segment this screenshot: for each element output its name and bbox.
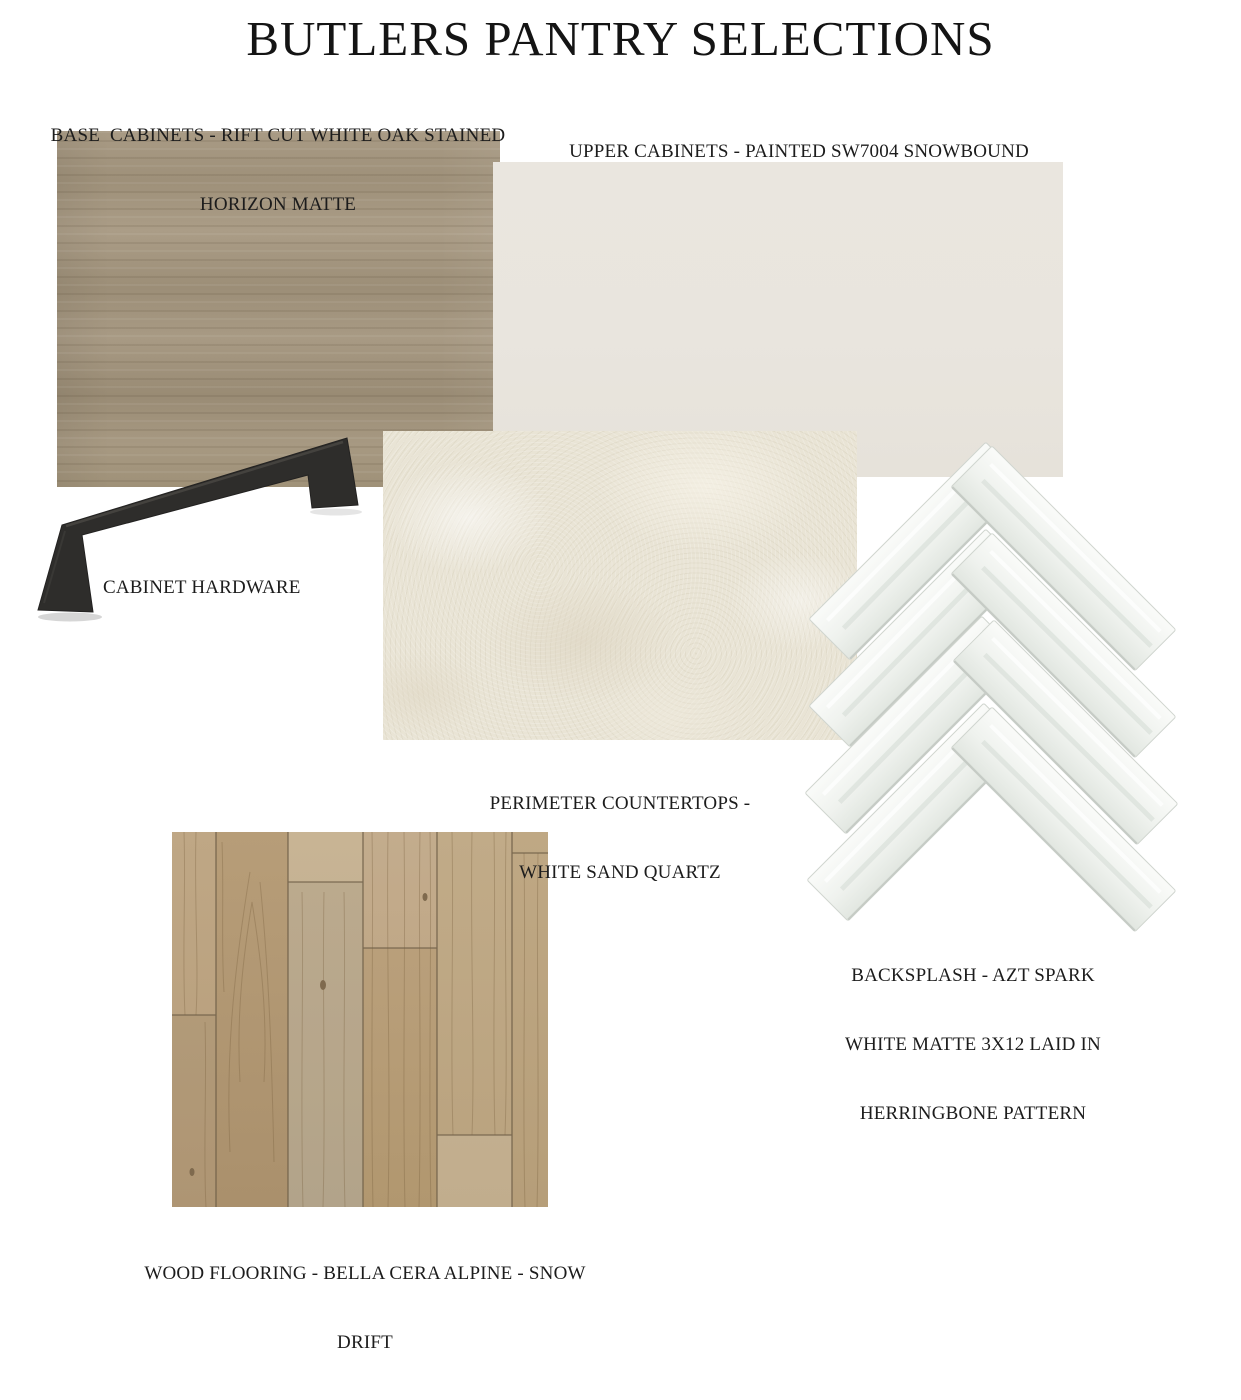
backsplash-label-line3: HERRINGBONE PATTERN bbox=[859, 1103, 1087, 1124]
countertop-label-line1: PERIMETER COUNTERTOPS - bbox=[489, 793, 751, 814]
cabinet-hardware-label: CABINET HARDWARE bbox=[103, 577, 301, 598]
backsplash-label-line1: BACKSPLASH - AZT SPARK bbox=[851, 965, 1095, 986]
base-cabinets-label-line1: BASE CABINETS - RIFT CUT WHITE OAK STAINED bbox=[50, 125, 506, 146]
handle-shadow-right bbox=[310, 509, 362, 516]
page-title: BUTLERS PANTRY SELECTIONS bbox=[246, 11, 995, 66]
flooring-label bbox=[115, 1216, 615, 1400]
countertop-quartz-swatch bbox=[383, 431, 857, 740]
base-cabinets-label bbox=[18, 78, 538, 262]
flooring-label-line1: WOOD FLOORING - BELLA CERA ALPINE - SNOW bbox=[144, 1263, 586, 1284]
countertop-label bbox=[370, 746, 870, 930]
upper-cabinets-label: UPPER CABINETS - PAINTED SW7004 SNOWBOUND bbox=[569, 141, 1029, 162]
countertop-label-line2: WHITE SAND QUARTZ bbox=[519, 862, 721, 883]
handle-shadow bbox=[38, 613, 102, 622]
flooring-label-line2: DRIFT bbox=[337, 1332, 393, 1353]
backsplash-label bbox=[723, 918, 1223, 1171]
base-cabinets-label-line2: HORIZON MATTE bbox=[199, 194, 357, 215]
backsplash-label-line2: WHITE MATTE 3X12 LAID IN bbox=[845, 1034, 1101, 1055]
